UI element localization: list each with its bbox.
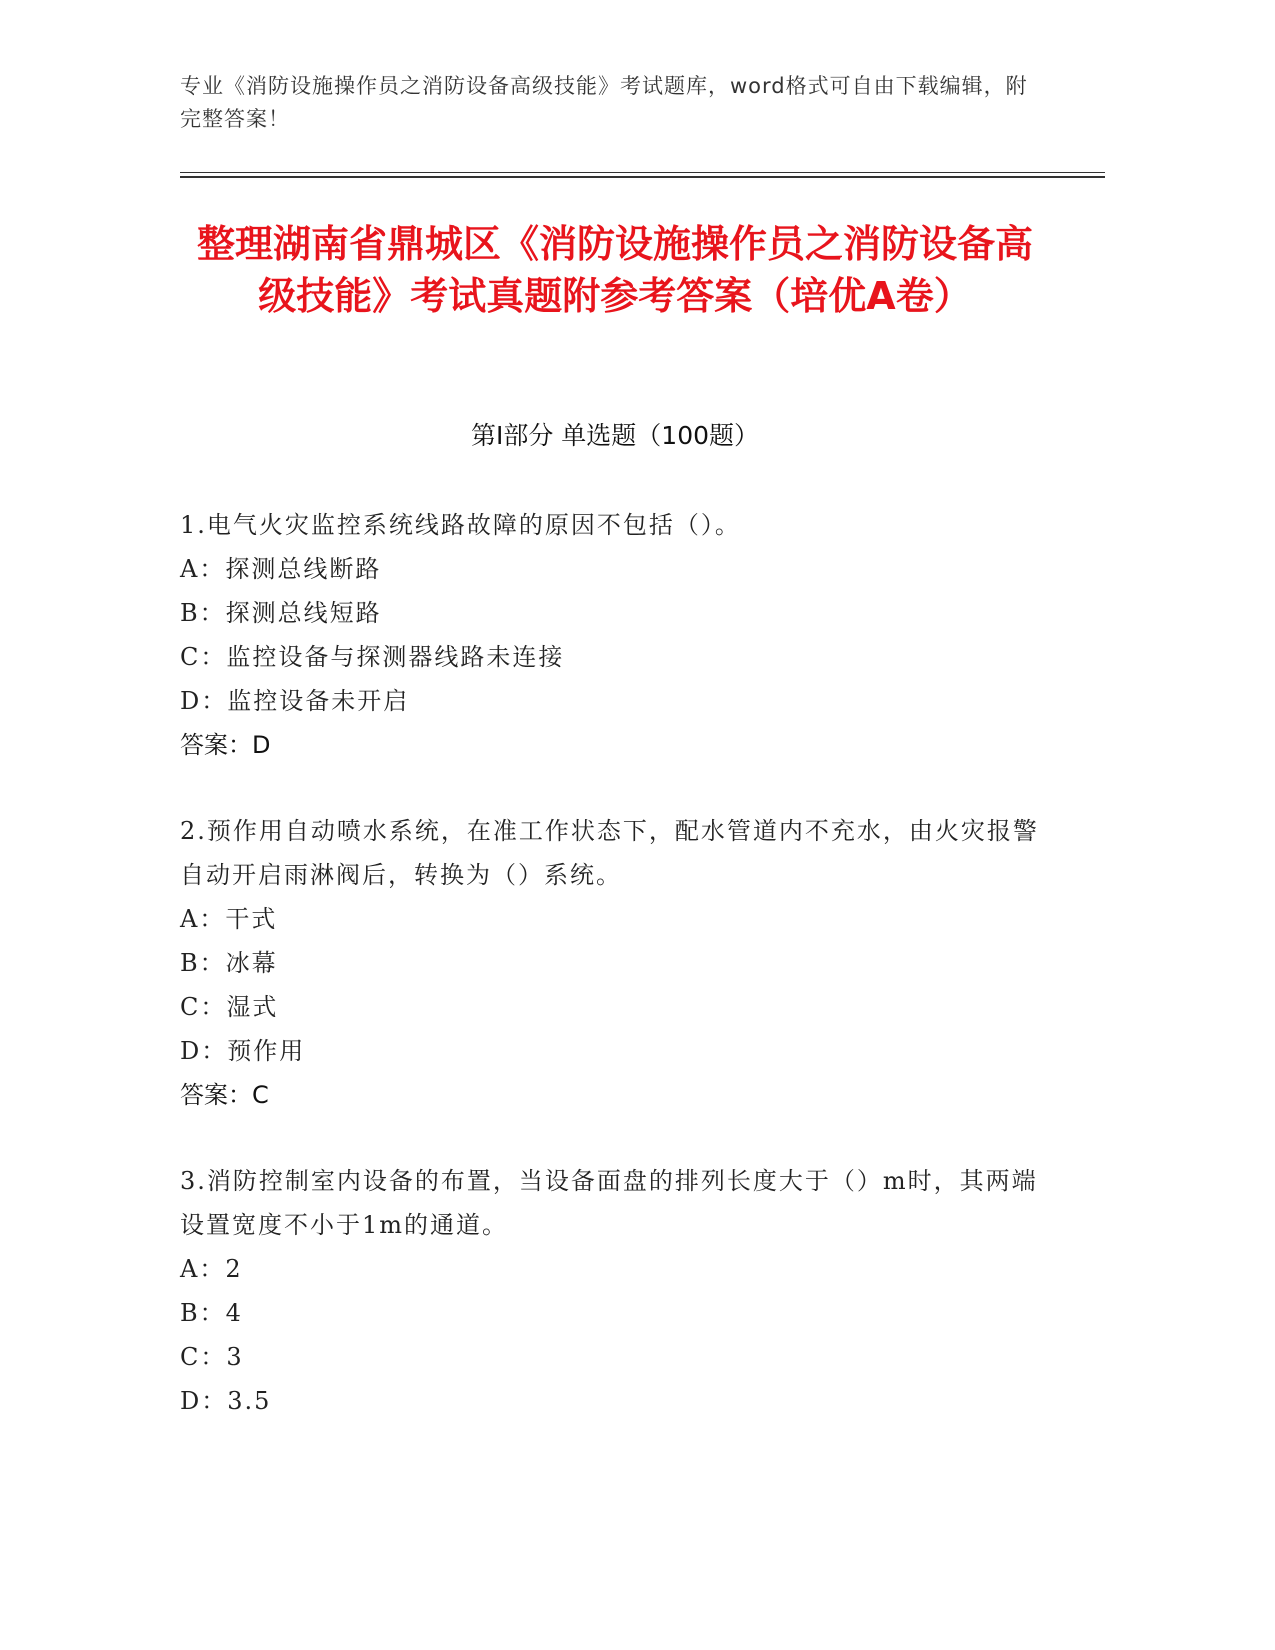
answer: 答案：C bbox=[180, 1081, 269, 1109]
option-a: A：探测总线断路 bbox=[180, 555, 382, 583]
option-b: B：4 bbox=[180, 1299, 243, 1327]
option-c: C：3 bbox=[180, 1343, 244, 1371]
option-d: D：预作用 bbox=[180, 1037, 306, 1065]
header-divider-thick bbox=[180, 176, 1105, 178]
question-stem: 1.电气火灾监控系统线路故障的原因不包括（）。 bbox=[180, 511, 741, 539]
option-b: B：探测总线短路 bbox=[180, 599, 382, 627]
option-c: C：湿式 bbox=[180, 993, 279, 1021]
option-d: D：监控设备未开启 bbox=[180, 687, 410, 715]
option-a: A：2 bbox=[180, 1255, 243, 1283]
question-2 bbox=[180, 809, 1050, 1117]
header-note: 专业《消防设施操作员之消防设备高级技能》考试题库，word格式可自由下载编辑，附完整答案！ bbox=[180, 74, 1028, 131]
option-b: B：冰幕 bbox=[180, 949, 278, 977]
option-c: C：监控设备与探测器线路未连接 bbox=[180, 643, 565, 671]
document-title: 整理湖南省鼎城区《消防设施操作员之消防设备高级技能》考试真题附参考答案（培优A卷） bbox=[196, 222, 1033, 318]
question-stem: 3.消防控制室内设备的布置，当设备面盘的排列长度大于（）m时，其两端设置宽度不小于1m的通道。 bbox=[180, 1167, 1038, 1239]
option-a: A：干式 bbox=[180, 905, 278, 933]
question-stem: 2.预作用自动喷水系统，在准工作状态下，配水管道内不充水，由火灾报警自动开启雨淋阀后，转换为（）系统。 bbox=[180, 817, 1039, 889]
question-1 bbox=[180, 503, 1050, 767]
header-divider-thin bbox=[180, 172, 1105, 173]
option-d: D：3.5 bbox=[180, 1387, 272, 1415]
section-title: 第I部分 单选题（100题） bbox=[470, 421, 760, 450]
question-3 bbox=[180, 1159, 1050, 1423]
answer: 答案：D bbox=[180, 731, 271, 759]
question-list bbox=[180, 503, 1050, 1465]
